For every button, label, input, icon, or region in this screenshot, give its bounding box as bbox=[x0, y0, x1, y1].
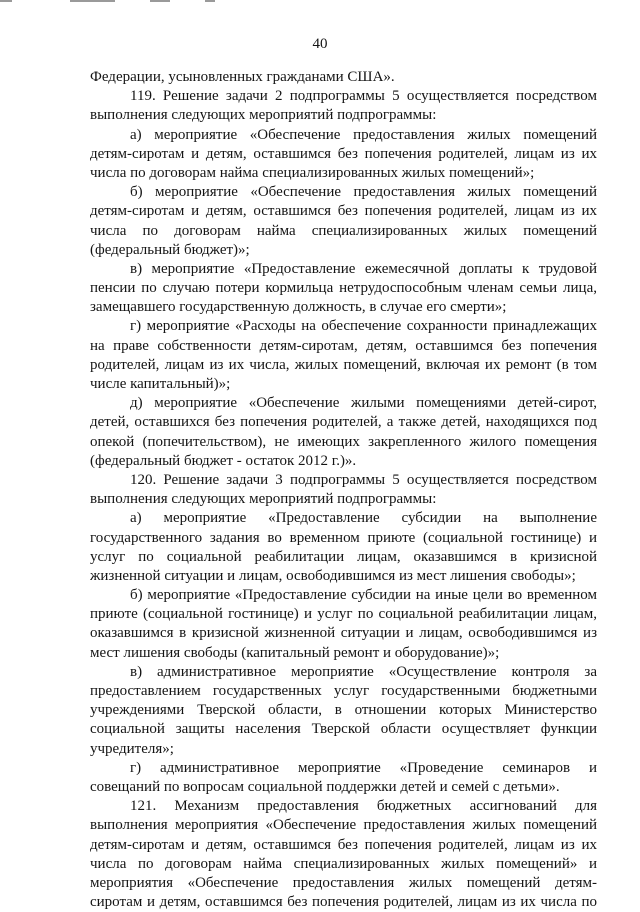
text-line: услуг по социальной реабилитации лицам, оказавшимся в кризисной bbox=[90, 548, 597, 565]
text-line: (федеральный бюджет)»; bbox=[90, 241, 250, 258]
text-line: детям-сиротам и детям, оставшимся без попечения родителей, лицам из их bbox=[90, 203, 597, 220]
text-line: опекой (попечительством), не имеющих закрепленного жилого помещения bbox=[90, 433, 597, 450]
text-line: государственного задания во временном приюте (социальной гостинице) и bbox=[90, 529, 597, 546]
text-line: оказавшимся в кризисной жизненной ситуации и лицам, освободившимся из bbox=[90, 625, 597, 642]
text-line: детям-сиротам и детям, оставшимся без попечения родителей, лицам из их bbox=[90, 145, 597, 162]
text-line: детей, оставшихся без попечения родителей, а также детей, находящихся под bbox=[90, 414, 597, 431]
text-line: б) мероприятие «Предоставление субсидии на иные цели во временном bbox=[130, 587, 597, 604]
text-line: числе капитальный)»; bbox=[90, 376, 231, 392]
text-line: 119. Решение задачи 2 подпрограммы 5 осуществляется посредством bbox=[130, 88, 597, 105]
text-line: мест лишения свободы (капитальный ремонт и оборудование)»; bbox=[90, 644, 500, 661]
text-line: учредителя»; bbox=[90, 740, 174, 757]
text-line: пенсии по случаю потери кормильца нетрудоспособным членам семьи лица, bbox=[90, 280, 597, 297]
page-number: 40 bbox=[312, 36, 328, 52]
text-line: на праве собственности детям-сиротам, детям, оставшимся без попечения bbox=[90, 337, 597, 354]
text-line: (федеральный бюджет - остаток 2012 г.)». bbox=[90, 452, 357, 469]
text-line: в) административное мероприятие «Осуществление контроля за bbox=[130, 663, 597, 680]
text-line: замещавшего государственную должность, в случае его смерти»; bbox=[90, 299, 507, 316]
text-line: г) административное мероприятие «Проведение семинаров и bbox=[130, 759, 597, 776]
body-text bbox=[90, 68, 597, 912]
text-line: г) мероприятие «Расходы на обеспечение сохранности принадлежащих bbox=[130, 318, 597, 335]
text-line: приюте (социальной гостинице) и услуг по социальной реабилитации лицам, bbox=[90, 606, 597, 623]
text-line: мероприятия «Обеспечение предоставления жилых помещений детям- bbox=[90, 874, 597, 891]
text-line: совещаний по вопросам социальной поддержки детей и семей с детьми». bbox=[90, 778, 560, 795]
text-line: предоставлением государственных услуг государственными бюджетными bbox=[90, 683, 597, 699]
text-line: в) мероприятие «Предоставление ежемесячной доплаты к трудовой bbox=[130, 260, 597, 277]
text-line: жизненной ситуации и лицам, освободившимся из мест лишения свободы»; bbox=[90, 567, 576, 584]
text-line: а) мероприятие «Предоставление субсидии на выполнение bbox=[130, 510, 597, 527]
text-line: числа по договорам найма специализированных жилых помещений»; bbox=[90, 164, 535, 181]
text-line: выполнения следующих мероприятий подпрограммы: bbox=[90, 491, 437, 508]
text-line: д) мероприятие «Обеспечение жилыми помещениями детей-сирот, bbox=[130, 395, 597, 412]
text-line: учреждениями Тверской области, в отношении которых Министерство bbox=[90, 702, 597, 719]
text-line: а) мероприятие «Обеспечение предоставления жилых помещений bbox=[130, 126, 597, 143]
text-line: числа по договорам найма специализированных жилых помещений bbox=[90, 222, 597, 239]
text-line: 121. Механизм предоставления бюджетных ассигнований для bbox=[130, 798, 597, 815]
text-line: родителей, лицам из их числа, жилых помещений, включая их ремонт (в том bbox=[90, 356, 597, 373]
text-line: Федерации, усыновленных гражданами США». bbox=[90, 69, 395, 85]
text-line: числа по договорам найма специализированных жилых помещений» и bbox=[90, 855, 597, 872]
text-line: социальной защиты населения Тверской области осуществляет функции bbox=[90, 721, 597, 738]
text-line: 120. Решение задачи 3 подпрограммы 5 осуществляется посредством bbox=[130, 471, 597, 488]
text-line: выполнения следующих мероприятий подпрограммы: bbox=[90, 107, 437, 124]
text-line: сиротам и детям, оставшимся без попечения родителей, лицам из их числа по bbox=[90, 894, 597, 911]
text-line: детям-сиротам и детям, оставшимся без попечения родителей, лицам из их bbox=[90, 836, 597, 853]
text-line: выполнения мероприятия «Обеспечение предоставления жилых помещений bbox=[90, 817, 597, 834]
scan-edge-marks bbox=[0, 0, 640, 3]
text-line: б) мероприятие «Обеспечение предоставления жилых помещений bbox=[130, 184, 597, 201]
